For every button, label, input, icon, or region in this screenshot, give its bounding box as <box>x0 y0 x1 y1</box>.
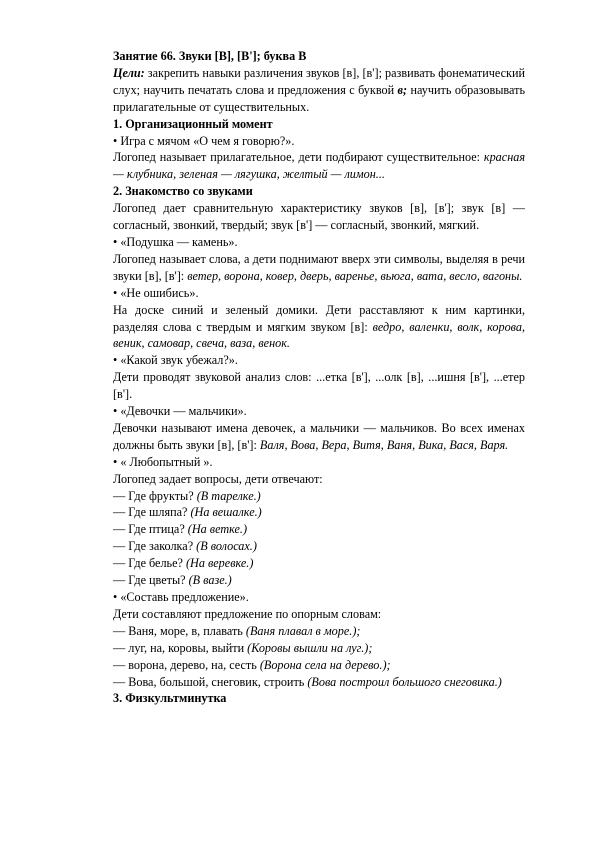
section-2-text-7: Дети составляют предложение по опорным словам: <box>113 606 382 621</box>
sentence-item <box>113 640 525 657</box>
section-1-examples: красная — клубника, зеленая — лягушка, желтый — лимон... <box>113 150 525 182</box>
answer-text: (На веревке.) <box>185 556 254 571</box>
question-item <box>113 488 525 505</box>
question-item <box>113 555 525 572</box>
section-1-heading: 1. Организационный момент <box>113 116 273 131</box>
section-2-text-5 <box>113 420 525 454</box>
section-2-text-3 <box>113 302 525 353</box>
sentence-words: — Вова, большой, снеговик, строить <box>113 674 308 689</box>
sentence-words: — Ваня, море, в, плавать <box>113 623 246 638</box>
answer-text: (В вазе.) <box>188 573 232 588</box>
answer-text: (В тарелке.) <box>196 488 261 503</box>
question-item <box>113 538 525 555</box>
question-text: — Где птица? <box>113 522 188 537</box>
goals-label: Цели: <box>113 65 145 80</box>
question-item <box>113 504 525 521</box>
section-2-text-6: Логопед задает вопросы, дети отвечают: <box>113 471 323 486</box>
sentence-item <box>113 657 525 674</box>
sentence-answer: (Вова построил большого снеговика.) <box>307 674 502 689</box>
question-text: — Где шляпа? <box>113 505 191 520</box>
section-1-game: • Игра с мячом «О чем я говорю?». <box>113 133 295 148</box>
sentence-list <box>113 623 525 691</box>
question-text: — Где белье? <box>113 556 186 571</box>
game-kakoy-zvuk: • «Какой звук убежал?». <box>113 353 238 368</box>
section-3-heading: 3. Физкультминутка <box>113 691 227 706</box>
game-lyubopytny: • « Любопытный ». <box>113 454 213 469</box>
answer-text: (На вешалке.) <box>190 505 262 520</box>
question-text: — Где заколка? <box>113 539 197 554</box>
section-2-text-2-lead: Логопед называет слова, а дети поднимают вверх эти символы, выделяя в речи звуки [в], [в']: <box>113 251 525 283</box>
game-devochki-malchiki: • «Девочки — мальчики». <box>113 404 247 419</box>
section-2-text-3-lead: На доске синий и зеленый домики. Дети расставляют к ним картинки, разделяя слова с твердым и мягким звуком [в]: <box>113 302 525 334</box>
answer-text: (На ветке.) <box>187 522 248 537</box>
question-item <box>113 572 525 589</box>
sentence-item <box>113 674 525 691</box>
section-2-text-1: Логопед дает сравнительную характеристику звуков [в], [в']; звук [в] — согласный, звонкий, твердый; звук [в'] — согласный, звонкий, мягкий. <box>113 201 525 233</box>
question-text: — Где фрукты? <box>113 488 197 503</box>
document-page <box>113 48 525 707</box>
game-podushka-kamen: • «Подушка — камень». <box>113 234 238 249</box>
lesson-title: Занятие 66. Звуки [В], [В']; буква В <box>113 49 307 63</box>
section-2-words-3: ведро, валенки, волк, корова, веник, самовар, свеча, ваза, венок. <box>113 319 526 351</box>
question-item <box>113 521 525 538</box>
sentence-item <box>113 623 525 640</box>
question-text: — Где цветы? <box>113 573 189 588</box>
answer-text: (В волосах.) <box>196 539 257 554</box>
goals-letter: в; <box>397 82 408 97</box>
section-2-words-2: ветер, ворона, ковер, дверь, варенье, вьюга, вата, весло, вагоны. <box>187 268 523 283</box>
sentence-words: — луг, на, коровы, выйти <box>113 640 248 655</box>
game-ne-oshibis: • «Не ошибись». <box>113 285 199 300</box>
section-2-text-2 <box>113 251 525 285</box>
section-1-description: Логопед называет прилагательное, дети подбирают существительное: <box>113 150 484 165</box>
sentence-words: — ворона, дерево, на, сесть <box>113 657 260 672</box>
goals-text: закрепить навыки различения звуков [в], [в']; развивать фонематический слух; научить печатать слова и предложения с буквой <box>113 65 525 97</box>
section-2-text-5-lead: Девочки называют имена девочек, а мальчики — мальчиков. Во всех именах должны быть звуки [в], [в']: <box>113 420 525 452</box>
section-2-heading: 2. Знакомство со звуками <box>113 184 253 199</box>
goals-text-2: научить образовывать прилагательные от существительных. <box>113 82 526 114</box>
question-list <box>113 488 525 589</box>
goals-paragraph <box>113 65 525 116</box>
sentence-answer: (Коровы вышли на луг.); <box>247 640 373 655</box>
section-2-names: Валя, Вова, Вера, Витя, Ваня, Вика, Вася, Варя. <box>259 437 509 452</box>
game-sostav-predlozhenie: • «Составь предложение». <box>113 590 249 604</box>
section-2-text-4: Дети проводят звуковой анализ слов: ...етка [в'], ...олк [в], ...ишня [в'], ...етер [в']. <box>113 370 525 402</box>
section-1-text <box>113 149 525 183</box>
sentence-answer: (Ваня плавал в море.); <box>245 623 361 638</box>
sentence-answer: (Ворона села на дерево.); <box>259 657 391 672</box>
